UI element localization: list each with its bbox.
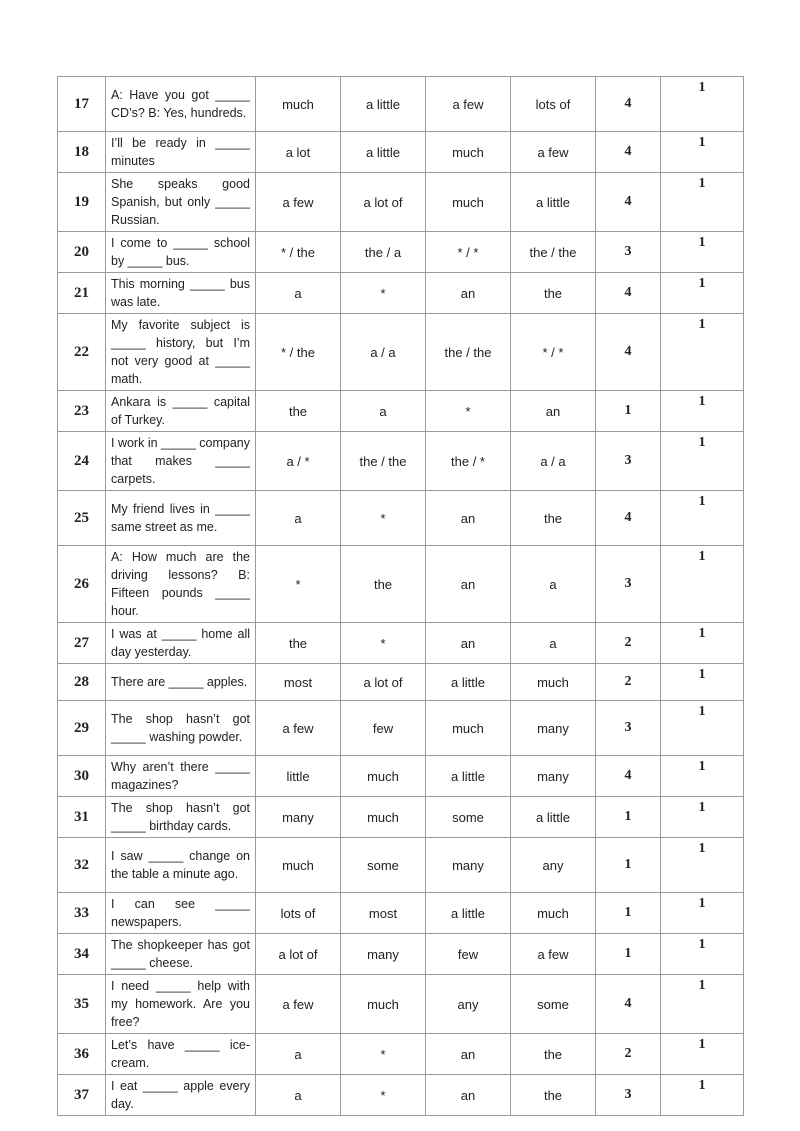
question-number: 20 <box>58 232 106 273</box>
question-number: 26 <box>58 546 106 623</box>
option-b: a lot of <box>341 173 426 232</box>
points-value: 1 <box>661 491 744 546</box>
option-b: many <box>341 934 426 975</box>
option-c: an <box>426 623 511 664</box>
option-b: * <box>341 1075 426 1116</box>
option-b: a lot of <box>341 664 426 701</box>
question-number: 25 <box>58 491 106 546</box>
question-number: 27 <box>58 623 106 664</box>
table-row <box>58 838 744 893</box>
table-row <box>58 232 744 273</box>
option-b: * <box>341 623 426 664</box>
option-d: the <box>511 1034 596 1075</box>
question-rows <box>58 77 744 1116</box>
option-a: a / * <box>256 432 341 491</box>
option-b: a little <box>341 132 426 173</box>
points-value: 1 <box>661 623 744 664</box>
option-b: much <box>341 797 426 838</box>
table-row <box>58 975 744 1034</box>
table-row <box>58 432 744 491</box>
option-b: much <box>341 975 426 1034</box>
answer-key: 4 <box>596 975 661 1034</box>
option-c: the / the <box>426 314 511 391</box>
question-number: 29 <box>58 701 106 756</box>
question-text: I was at _____ home all day yesterday. <box>106 623 256 664</box>
question-number: 18 <box>58 132 106 173</box>
points-value: 1 <box>661 273 744 314</box>
option-c: a few <box>426 77 511 132</box>
option-d: the / the <box>511 232 596 273</box>
points-value: 1 <box>661 756 744 797</box>
worksheet-page <box>57 76 743 1116</box>
option-a: much <box>256 77 341 132</box>
option-c: an <box>426 546 511 623</box>
question-text: I work in _____ company that makes _____ carpets. <box>106 432 256 491</box>
option-d: the <box>511 491 596 546</box>
question-text: My friend lives in _____ same street as me. <box>106 491 256 546</box>
option-b: the / the <box>341 432 426 491</box>
option-a: many <box>256 797 341 838</box>
option-a: much <box>256 838 341 893</box>
option-a: a few <box>256 173 341 232</box>
answer-key: 4 <box>596 756 661 797</box>
option-a: * / the <box>256 232 341 273</box>
points-value: 1 <box>661 546 744 623</box>
option-d: the <box>511 273 596 314</box>
points-value: 1 <box>661 934 744 975</box>
table-row <box>58 132 744 173</box>
option-c: an <box>426 1075 511 1116</box>
answer-key: 1 <box>596 797 661 838</box>
question-number: 31 <box>58 797 106 838</box>
option-c: * / * <box>426 232 511 273</box>
option-c: an <box>426 273 511 314</box>
question-text: There are _____ apples. <box>106 664 256 701</box>
question-text: My favorite subject is _____ history, but I’m not very good at _____ math. <box>106 314 256 391</box>
answer-key: 4 <box>596 77 661 132</box>
points-value: 1 <box>661 314 744 391</box>
option-d: a <box>511 623 596 664</box>
table-row <box>58 273 744 314</box>
question-number: 37 <box>58 1075 106 1116</box>
points-value: 1 <box>661 391 744 432</box>
option-c: an <box>426 1034 511 1075</box>
answer-key: 4 <box>596 273 661 314</box>
option-d: lots of <box>511 77 596 132</box>
question-number: 30 <box>58 756 106 797</box>
question-number: 34 <box>58 934 106 975</box>
answer-key: 1 <box>596 391 661 432</box>
answer-key: 3 <box>596 432 661 491</box>
option-a: * <box>256 546 341 623</box>
points-value: 1 <box>661 701 744 756</box>
question-text: The shopkeeper has got _____ cheese. <box>106 934 256 975</box>
option-c: a little <box>426 664 511 701</box>
option-d: many <box>511 756 596 797</box>
question-number: 36 <box>58 1034 106 1075</box>
question-text: I saw _____ change on the table a minute ago. <box>106 838 256 893</box>
question-text: I eat _____ apple every day. <box>106 1075 256 1116</box>
option-b: few <box>341 701 426 756</box>
answer-key: 1 <box>596 934 661 975</box>
option-b: much <box>341 756 426 797</box>
answer-key: 2 <box>596 1034 661 1075</box>
question-number: 17 <box>58 77 106 132</box>
option-c: any <box>426 975 511 1034</box>
answer-key: 3 <box>596 232 661 273</box>
question-number: 19 <box>58 173 106 232</box>
question-text: The shop hasn’t got _____ birthday cards. <box>106 797 256 838</box>
answer-key: 3 <box>596 701 661 756</box>
option-b: * <box>341 491 426 546</box>
option-b: a little <box>341 77 426 132</box>
points-value: 1 <box>661 1075 744 1116</box>
option-c: some <box>426 797 511 838</box>
table-row <box>58 546 744 623</box>
table-row <box>58 173 744 232</box>
option-c: many <box>426 838 511 893</box>
option-b: a <box>341 391 426 432</box>
table-row <box>58 77 744 132</box>
question-text: This morning _____ bus was late. <box>106 273 256 314</box>
table-row <box>58 934 744 975</box>
answer-key: 4 <box>596 173 661 232</box>
question-text: She speaks good Spanish, but only _____ Russian. <box>106 173 256 232</box>
option-a: * / the <box>256 314 341 391</box>
table-row <box>58 1075 744 1116</box>
table-row <box>58 391 744 432</box>
option-a: a <box>256 273 341 314</box>
option-a: most <box>256 664 341 701</box>
table-row <box>58 701 744 756</box>
points-value: 1 <box>661 77 744 132</box>
question-text: Why aren’t there _____ magazines? <box>106 756 256 797</box>
option-a: little <box>256 756 341 797</box>
points-value: 1 <box>661 173 744 232</box>
option-a: a <box>256 491 341 546</box>
answer-key: 2 <box>596 664 661 701</box>
table-row <box>58 623 744 664</box>
answer-key: 4 <box>596 491 661 546</box>
option-c: much <box>426 173 511 232</box>
option-a: a lot <box>256 132 341 173</box>
option-d: any <box>511 838 596 893</box>
answer-key: 4 <box>596 132 661 173</box>
answer-key: 1 <box>596 838 661 893</box>
table-row <box>58 314 744 391</box>
question-number: 21 <box>58 273 106 314</box>
question-text: I can see _____ newspapers. <box>106 893 256 934</box>
option-d: * / * <box>511 314 596 391</box>
option-c: few <box>426 934 511 975</box>
table-row <box>58 893 744 934</box>
points-value: 1 <box>661 132 744 173</box>
question-number: 23 <box>58 391 106 432</box>
option-d: an <box>511 391 596 432</box>
option-d: a little <box>511 797 596 838</box>
option-d: much <box>511 664 596 701</box>
option-a: the <box>256 391 341 432</box>
option-c: a little <box>426 756 511 797</box>
option-d: a / a <box>511 432 596 491</box>
question-number: 28 <box>58 664 106 701</box>
option-d: a few <box>511 934 596 975</box>
points-value: 1 <box>661 232 744 273</box>
option-b: * <box>341 1034 426 1075</box>
option-c: much <box>426 701 511 756</box>
option-d: many <box>511 701 596 756</box>
option-c: a little <box>426 893 511 934</box>
table-row <box>58 491 744 546</box>
question-text: A: How much are the driving lessons? B: Fifteen pounds _____ hour. <box>106 546 256 623</box>
table-row <box>58 756 744 797</box>
question-number: 24 <box>58 432 106 491</box>
answer-key: 3 <box>596 546 661 623</box>
option-d: some <box>511 975 596 1034</box>
answer-key: 2 <box>596 623 661 664</box>
option-b: * <box>341 273 426 314</box>
table-row <box>58 1034 744 1075</box>
answer-key: 3 <box>596 1075 661 1116</box>
option-b: most <box>341 893 426 934</box>
option-c: the / * <box>426 432 511 491</box>
question-text: I’ll be ready in _____ minutes <box>106 132 256 173</box>
option-a: a <box>256 1075 341 1116</box>
answer-key: 1 <box>596 893 661 934</box>
option-c: an <box>426 491 511 546</box>
option-b: the <box>341 546 426 623</box>
option-c: * <box>426 391 511 432</box>
option-a: lots of <box>256 893 341 934</box>
option-a: a lot of <box>256 934 341 975</box>
question-text: Ankara is _____ capital of Turkey. <box>106 391 256 432</box>
points-value: 1 <box>661 1034 744 1075</box>
table-row <box>58 664 744 701</box>
option-d: a few <box>511 132 596 173</box>
points-value: 1 <box>661 838 744 893</box>
question-table <box>57 76 744 1116</box>
question-text: The shop hasn’t got _____ washing powder. <box>106 701 256 756</box>
option-d: a <box>511 546 596 623</box>
option-d: the <box>511 1075 596 1116</box>
question-text: I come to _____ school by _____ bus. <box>106 232 256 273</box>
option-b: the / a <box>341 232 426 273</box>
option-d: a little <box>511 173 596 232</box>
question-text: A: Have you got _____ CD’s? B: Yes, hundreds. <box>106 77 256 132</box>
points-value: 1 <box>661 664 744 701</box>
points-value: 1 <box>661 432 744 491</box>
question-number: 33 <box>58 893 106 934</box>
table-row <box>58 797 744 838</box>
question-number: 32 <box>58 838 106 893</box>
question-number: 35 <box>58 975 106 1034</box>
answer-key: 4 <box>596 314 661 391</box>
option-a: a few <box>256 701 341 756</box>
question-number: 22 <box>58 314 106 391</box>
option-c: much <box>426 132 511 173</box>
option-b: some <box>341 838 426 893</box>
points-value: 1 <box>661 975 744 1034</box>
option-a: a <box>256 1034 341 1075</box>
question-text: I need _____ help with my homework. Are you free? <box>106 975 256 1034</box>
points-value: 1 <box>661 893 744 934</box>
question-text: Let’s have _____ ice-cream. <box>106 1034 256 1075</box>
option-b: a / a <box>341 314 426 391</box>
option-a: a few <box>256 975 341 1034</box>
points-value: 1 <box>661 797 744 838</box>
option-a: the <box>256 623 341 664</box>
option-d: much <box>511 893 596 934</box>
